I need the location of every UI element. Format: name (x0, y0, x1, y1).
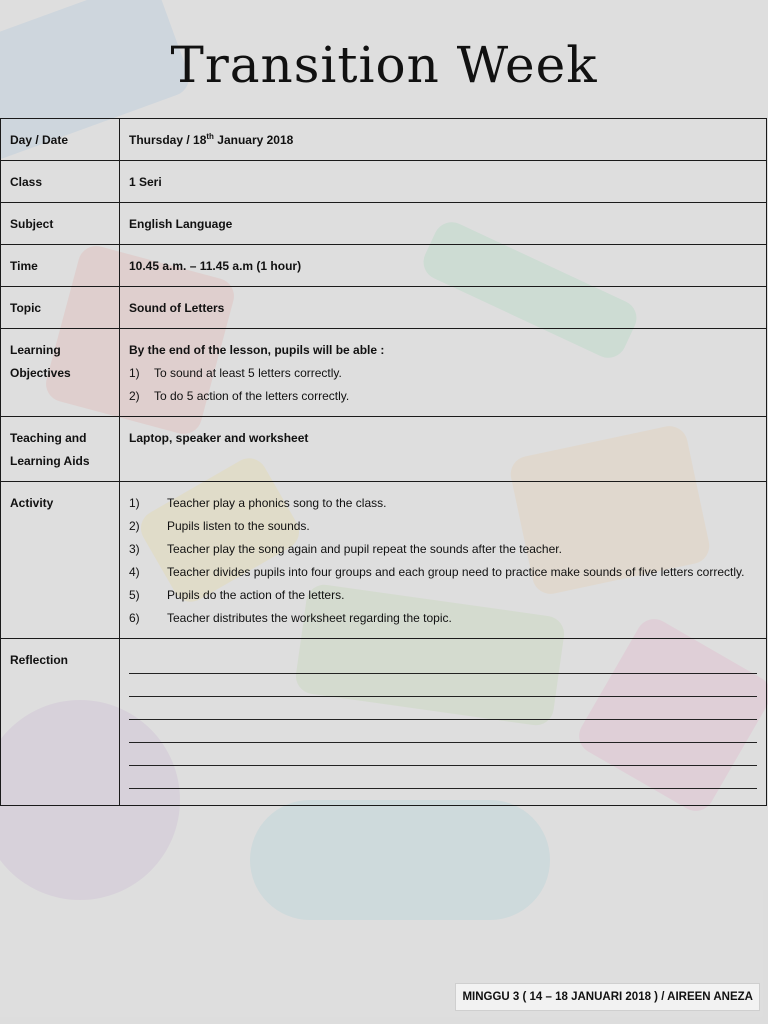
row-label: Learning Objectives (1, 329, 120, 417)
reflection-value (120, 639, 767, 806)
table-row-activity (1, 482, 767, 639)
table-row-class (1, 161, 767, 203)
aids-value: Laptop, speaker and worksheet (120, 417, 767, 482)
class-value: 1 Seri (120, 161, 767, 203)
table-row-subject (1, 203, 767, 245)
table-row-objectives (1, 329, 767, 417)
footer-label: MINGGU 3 ( 14 – 18 JANUARI 2018 ) / AIREEN ANEZA (455, 983, 760, 1011)
lesson-plan-table (0, 118, 767, 806)
list-item: 1) Teacher play a phonics song to the class. (129, 496, 387, 510)
activity-list (129, 492, 757, 630)
row-label: Activity (1, 482, 120, 639)
page-title: Transition Week (170, 36, 598, 94)
reflection-lines (129, 649, 757, 789)
objectives-list (129, 362, 757, 408)
row-label: Teaching and Learning Aids (1, 417, 120, 482)
table-row-day-date (1, 119, 767, 161)
list-item: 4) Teacher divides pupils into four groups and each group need to practice make sounds of five letters correctly. (129, 565, 745, 579)
row-label: Day / Date (1, 119, 120, 161)
table-row-time (1, 245, 767, 287)
row-label: Subject (1, 203, 120, 245)
objectives-intro: By the end of the lesson, pupils will be able : (129, 343, 385, 357)
row-label: Class (1, 161, 120, 203)
reflection-line (129, 697, 757, 720)
list-item: 1) To sound at least 5 letters correctly. (129, 366, 342, 380)
row-label: Topic (1, 287, 120, 329)
list-item: 5) Pupils do the action of the letters. (129, 588, 345, 602)
row-label: Reflection (1, 639, 120, 806)
reflection-line (129, 674, 757, 697)
reflection-line (129, 651, 757, 674)
list-item: 3) Teacher play the song again and pupil repeat the sounds after the teacher. (129, 542, 562, 556)
list-item: 6) Teacher distributes the worksheet regarding the topic. (129, 611, 452, 625)
subject-value: English Language (120, 203, 767, 245)
row-label: Time (1, 245, 120, 287)
time-value: 10.45 a.m. – 11.45 a.m (1 hour) (120, 245, 767, 287)
list-item: 2) To do 5 action of the letters correctly. (129, 389, 350, 403)
list-item: 2) Pupils listen to the sounds. (129, 519, 310, 533)
topic-value: Sound of Letters (120, 287, 767, 329)
reflection-line (129, 766, 757, 789)
day-date-value: Thursday / 18th January 2018 (120, 119, 767, 161)
table-row-reflection (1, 639, 767, 806)
objectives-value (120, 329, 767, 417)
table-row-topic (1, 287, 767, 329)
activity-value (120, 482, 767, 639)
table-row-aids (1, 417, 767, 482)
reflection-line (129, 743, 757, 766)
reflection-line (129, 720, 757, 743)
